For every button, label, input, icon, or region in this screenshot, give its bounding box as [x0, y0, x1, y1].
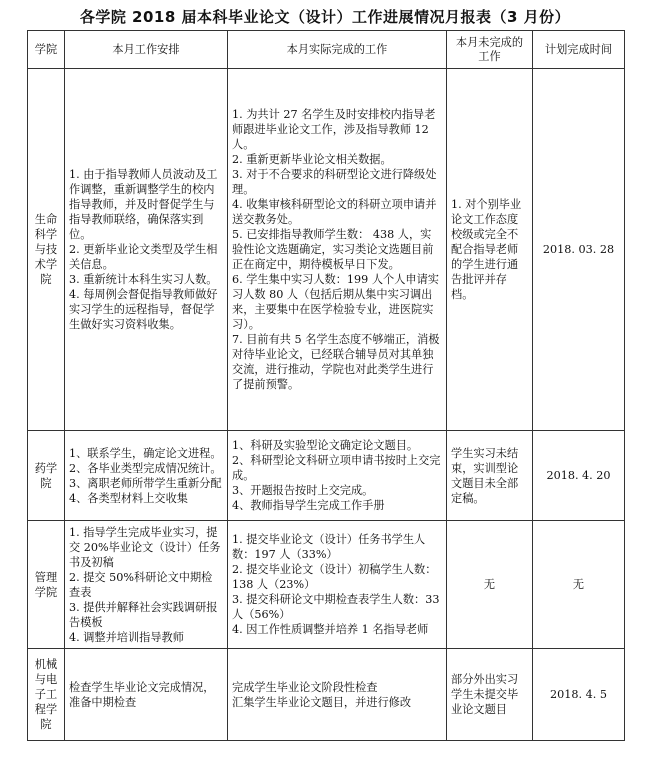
- cell-line: 汇集学生毕业论文题目，并进行修改: [232, 695, 412, 709]
- cell-line: 1. 为共计 27 名学生及时安排校内指导老师跟进毕业论文工作，涉及指导教师 12 人。: [232, 108, 436, 151]
- cell-line: 2、科研型论文科研立项申请书按时上交完成。: [232, 454, 441, 482]
- undone-cell: [447, 521, 533, 649]
- school-cell: 生命科学与技术学院: [28, 69, 65, 431]
- plan-cell: [65, 69, 228, 431]
- done-cell: [228, 69, 447, 431]
- time-cell: 无: [533, 521, 625, 649]
- table-row: [28, 649, 625, 741]
- table-row: [28, 521, 625, 649]
- header-time: 计划完成时间: [533, 31, 625, 69]
- cell-line: 4. 每周例会督促指导教师做好实习学生的远程指导，督促学生做好实习资料收集。: [69, 288, 218, 331]
- cell-line: 5. 已安排指导教师学生数： 438 人，实验性论文选题确定，实习类论文选题目前正在商定中，期待模板早日下发。: [232, 228, 434, 271]
- cell-line: 1. 指导学生完成毕业实习，提交 20%毕业论文（设计）任务书及初稿: [69, 525, 221, 569]
- school-cell: 机械与电子工程学院: [28, 649, 65, 741]
- done-cell: [228, 431, 447, 521]
- cell-line: 3、开题报告按时上交完成。: [232, 484, 374, 497]
- cell-line: 1. 提交毕业论文（设计）任务书学生人数：197 人（33%）: [232, 533, 426, 561]
- cell-line: 2、各毕业类型完成情况统计。: [69, 461, 222, 475]
- time-cell: 2018. 4. 5: [533, 649, 625, 741]
- progress-report-table: [27, 30, 625, 741]
- cell-line: 4、各类型材料上交收集: [69, 491, 188, 505]
- cell-line: 4. 调整并培训指导教师: [69, 630, 184, 644]
- cell-line: 4. 因工作性质调整并培养 1 名指导老师: [232, 623, 429, 636]
- header-undone: 本月未完成的工作: [447, 31, 533, 69]
- plan-cell: [65, 649, 228, 741]
- table-row: [28, 431, 625, 521]
- plan-cell: [65, 431, 228, 521]
- cell-line: 3. 提供并解释社会实践调研报告模板: [69, 600, 218, 629]
- cell-line: 2. 重新更新毕业论文相关数据。: [232, 153, 392, 166]
- school-cell: 药学院: [28, 431, 65, 521]
- undone-cell: [447, 431, 533, 521]
- time-cell: 2018. 4. 20: [533, 431, 625, 521]
- cell-line: 3. 对于不合要求的科研型论文进行降级处理。: [232, 168, 437, 196]
- cell-line: 6. 学生集中实习人数：199 人个人申请实习人数 80 人（包括后期从集中实习调出来，主要集中在医学检验专业，进医院实习）。: [232, 273, 439, 331]
- cell-line: 1、科研及实验型论文确定论文题目。: [232, 439, 419, 452]
- cell-line: 2. 提交 50%科研论文中期检查表: [69, 570, 213, 599]
- cell-line: 1、联系学生，确定论文进程。: [69, 446, 222, 460]
- school-cell: 管理学院: [28, 521, 65, 649]
- cell-line: 完成学生毕业论文阶段性检查: [232, 680, 378, 694]
- cell-line: 1. 对个别毕业论文工作态度校级或完全不配合指导老师的学生进行通告批评并存档。: [451, 198, 522, 301]
- done-cell: [228, 521, 447, 649]
- cell-line: 1. 由于指导教师人员波动及工作调整，重新调整学生的校内指导教师，并及时督促学生与指导教师联络，确保落实到位。: [69, 168, 218, 241]
- cell-line: 3. 重新统计本科生实习人数。: [69, 273, 218, 286]
- header-plan: 本月工作安排: [65, 31, 228, 69]
- header-school: 学院: [28, 31, 65, 69]
- table-row: [28, 69, 625, 431]
- cell-line: 部分外出实习学生未提交毕业论文题目: [451, 673, 519, 716]
- time-cell: 2018. 03. 28: [533, 69, 625, 431]
- cell-line: 7. 目前有共 5 名学生态度不够端正，消极对待毕业论文，已经联合辅导员对其单独交流，进行推动，学院也对此类学生进行了提前预警。: [232, 333, 440, 391]
- cell-line: 2. 更新毕业论文类型及学生相关信息。: [69, 243, 218, 271]
- cell-line: 4、教师指导学生完成工作手册: [232, 499, 385, 512]
- cell-line: 3. 提交科研论文中期检查表学生人数：33 人（56%）: [232, 593, 440, 621]
- header-row: [28, 31, 625, 69]
- undone-cell: [447, 69, 533, 431]
- cell-line: 学生实习未结束，实训型论文题目未全部定稿。: [451, 446, 519, 505]
- page-title: 各学院 2018 届本科毕业论文（设计）工作进展情况月报表（3 月份）: [79, 8, 571, 26]
- undone-cell: [447, 649, 533, 741]
- cell-line: 检查学生毕业论文完成情况，准备中期检查: [69, 680, 215, 709]
- cell-line: 4. 收集审核科研型论文的科研立项申请并送交教务处。: [232, 198, 437, 226]
- cell-line: 无: [483, 578, 496, 591]
- header-done: 本月实际完成的工作: [228, 31, 447, 69]
- cell-line: 3、离职老师所带学生重新分配: [69, 476, 222, 490]
- plan-cell: [65, 521, 228, 649]
- cell-line: 2. 提交毕业论文（设计）初稿学生人数：138 人（23%）: [232, 563, 437, 591]
- done-cell: [228, 649, 447, 741]
